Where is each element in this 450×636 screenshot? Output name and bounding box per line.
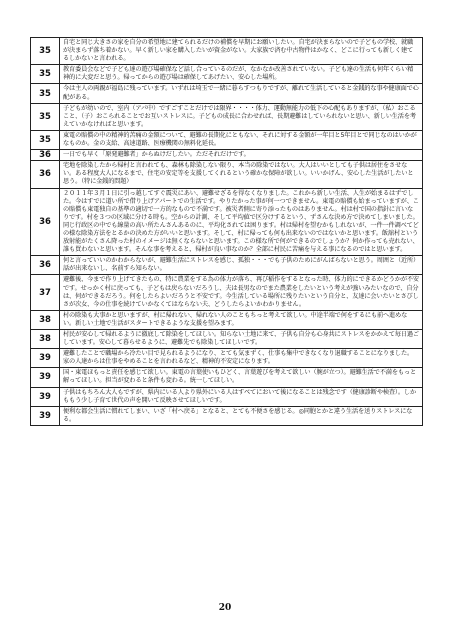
- comment-text-cell: 一日でも早く「原発避難者」からぬけだしたい。ただそれだけです。: [60, 150, 423, 161]
- respondent-age-cell: 36: [31, 161, 60, 188]
- table-row: [31, 84, 423, 103]
- respondent-age-cell: 35: [31, 84, 60, 103]
- comment-text-cell: 子供はもちろん大人もですが、県内にいる人より県外にいる人はすべてにおいて後になることは残念です（健康診断や検査）。しかももう少し子育て世代の声を開いて反映させてほしいです。: [60, 387, 423, 406]
- comment-text-cell: 便利な都会生活に慣れてしまい、いざ「村へ戻る」となると、とても不便さを感じる。◎同胞とかと違う生活を送りストレスになる。: [60, 406, 423, 425]
- respondent-age-cell: 39: [31, 387, 60, 406]
- respondent-age-cell: 36: [31, 188, 60, 256]
- respondent-age-cell: 39: [31, 406, 60, 425]
- comment-text-cell: 避難後、今まで作り上げてきたもの、特に農業をする為の体力が落ち、再び稲作をするとなった時、体力的にできるかどうかが不安です。せっかく村に戻っても、子どもは戻らないだろうし、夫は長男なのでまた農業をしたいという考えが強いみたいなので、自分は、何ができるだろう。何をしたらよいだろうと不安です。今生活している場所に残りたいという自分と、友達に会いたいとさびしさが次女、今の仕事を続けていかなくてはならない夫、どうしたらよいかわかりません。: [60, 275, 423, 310]
- comment-text-cell: 村民が安心して帰れるように徹底して除染をしてほしい。知らない土地に来て、子供も自分も心身共にストレスをかかえて毎日過ごしています。安心して暮らせるように、避難先でも除染してほしいです。: [60, 330, 423, 349]
- comment-text-cell: 国・東電ほもっと責任を感じて欲しい。東電の言葉使いもひどく、言葉遊びを考えて欲しい（腕が立つ）。避難生活で不満をもっと解ってほしい。担当が変わると条件も変わる。統一してほしい。: [60, 368, 423, 387]
- table-row: [31, 330, 423, 349]
- comments-table-body: [31, 38, 423, 426]
- table-row: [31, 130, 423, 149]
- table-row: [31, 188, 423, 256]
- respondent-age-cell: 35: [31, 65, 60, 84]
- respondent-age-cell: 37: [31, 275, 60, 310]
- comment-text-cell: 今は主人の両親が福島に残っています。いずれは埼玉で一緒に暮らすつもりですが、離れて生活していると金銭的な事や健康面で心配がある。: [60, 84, 423, 103]
- comment-text-cell: 子どもが幼いので、室内（アパ中）ですごすことだけでは限界・・・・体力、運動無能力の低下の心配もありますが、（私）おこること、（子）おこられることでお互いストレスに。子どもの成長に合わせれば、長期避難はしていられないと思い、新しい生活を考えていかなければと思います。: [60, 103, 423, 130]
- table-row: [31, 150, 423, 161]
- respondent-age-cell: 36: [31, 150, 60, 161]
- comment-text-cell: 東電の賠償の中の精神的苦痛の金額について、避難の長期化にともない、それに対する金額が一年目と5年目とで同じなのはいかがなものか。金の支給、高速道路、医療機関の無料化延長。: [60, 130, 423, 149]
- table-row: [31, 161, 423, 188]
- comment-text-cell: 何と言っていいのかわからないが、避難生活にストレスを感じ、孤独・・・でも子供のためにがんばらないと思う。周囲と（近所）話が出来ないし、名前すら知らない。: [60, 256, 423, 275]
- table-row: [31, 310, 423, 329]
- comment-text-cell: 教育委員会などで子ども達の遊び場確保など話し合っているのだが、なかなか改善されていない。子ども達の生活も何年くらい精神的に大変だと思う。帰ってからの遊び場は確保してあげたい、安心した場所。: [60, 65, 423, 84]
- respondent-age-cell: 39: [31, 368, 60, 387]
- comment-text-cell: 宅地を除染したから帰村と言われても、森林も除染しない限り、本当の除染ではない。大人はいいとしても子供は居住をさせない。ある程度大人になるまで、住宅の安定等を支援してくれるという確かな保障が欲しい。いいかげん、安心した生活がしたいと思う。（特に金銭的問題）: [60, 161, 423, 188]
- comment-text-cell: ２０１１年３月１日に引っ越してすぐ震災にあい、避難せざるを得なくなりました。これから新しい生活、人生が始まるはずでした。今はすでに道い所で借り上げアパートでの生活です。やりたかった事が何一つできません。東電の賠償も始まっていますが、この賠償も東電独自の基準の適切で一方的なもので不満です。被災者側に寄り添ったものはありません。村は村で国の指針に言いなりです。村を３つの区域に分ける時も。空からの計測、そして平均値で区分けするという、ずさんな決め方で決めてしまいました。同じ行政区の中でも線量の高い所たんさんあるのに、平均化されては困ります。村は帰村を望むかもしれないが、一件一件調べてどの様な除染方法をとるかの決めた方がいいと思います。そして、村に帰っても何も出来ないのではないかと思います。飯舘村という放射能がたくさん降った村のイメージは無くならないと思います。この様な所で何ができるのでしょうか？何か作っても売れない、誰も買わないと思います。そんな事を考えると、帰村が良い事なのか？全部に村民に苦痛を与える事になるのではと思います。: [60, 188, 423, 256]
- table-row: [31, 368, 423, 387]
- comments-table: [30, 37, 423, 426]
- respondent-age-cell: 35: [31, 130, 60, 149]
- table-row: [31, 349, 423, 368]
- table-row: [31, 256, 423, 275]
- comment-text-cell: 自宅と同じ大きさの家を自分の希望地に建てられるだけの補償を早期にお願いしたい。自宅が決まらないので子どもの学校、就職が決まらず落ち着かない。早く新しい家を購入したいが資金がない。大家族で済む中古物件はかなく、どこに行っても新しく建てるしかないと言われる。: [60, 38, 423, 65]
- table-row: [31, 387, 423, 406]
- table-row: [31, 38, 423, 65]
- table-row: [31, 275, 423, 310]
- comment-text-cell: 村の除染も大事かと思いますが、村に帰れない、帰れない人のこともちっと考えて欲しい。中途半端で何をするにも前へ進めない。新しい土地で生活がスタートできるような支援を望みます。: [60, 310, 423, 329]
- respondent-age-cell: 39: [31, 349, 60, 368]
- table-row: [31, 406, 423, 425]
- table-row: [31, 65, 423, 84]
- respondent-age-cell: 38: [31, 310, 60, 329]
- respondent-age-cell: 38: [31, 330, 60, 349]
- comment-text-cell: 避難したことで職場から冷たい目で見られるようになり、とても気まずく、仕事も集中できなくなり退職することになりました。家の人達からは仕事をやめることを言われるなど、精神的不安定になります。: [60, 349, 423, 368]
- respondent-age-cell: 35: [31, 103, 60, 130]
- respondent-age-cell: 36: [31, 256, 60, 275]
- respondent-age-cell: 35: [31, 38, 60, 65]
- table-row: [31, 103, 423, 130]
- page-number: 20: [218, 603, 232, 613]
